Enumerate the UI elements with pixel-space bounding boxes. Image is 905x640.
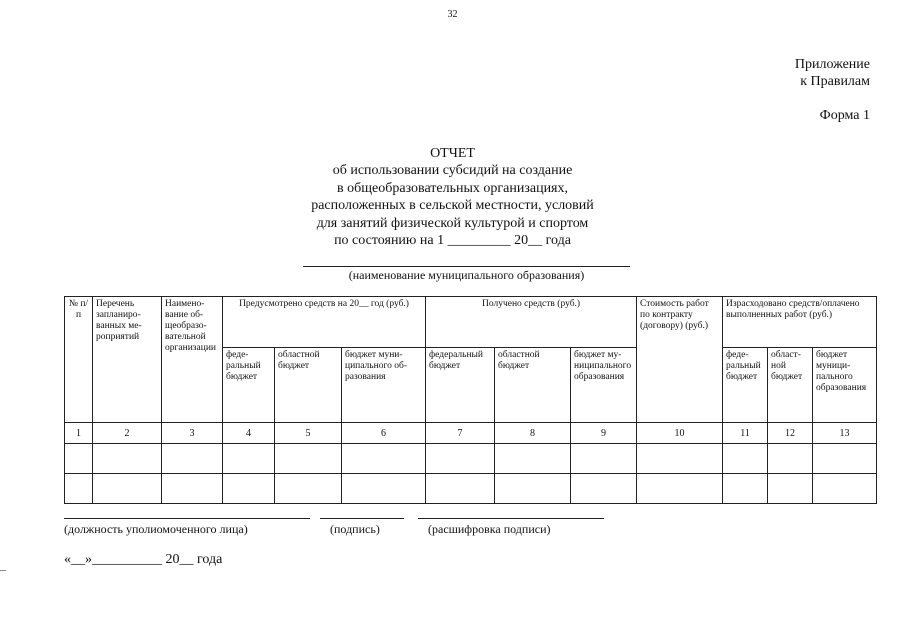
table-cell[interactable]	[813, 444, 877, 474]
header-organization: Наименование общеобразовательной организации	[162, 297, 223, 423]
subheader-spent-regional: областной бюджет	[768, 348, 813, 423]
table-cell[interactable]	[65, 444, 93, 474]
table-cell[interactable]	[637, 474, 723, 504]
table-cell[interactable]	[275, 444, 342, 474]
table-cell[interactable]	[162, 474, 223, 504]
table-cell[interactable]	[65, 474, 93, 504]
table-cell[interactable]	[342, 444, 426, 474]
title-line-2: об использовании субсидий на создание	[332, 163, 573, 179]
form-label: Форма 1	[819, 108, 870, 123]
table-cell[interactable]	[571, 474, 637, 504]
column-number: 4	[223, 423, 275, 444]
column-number: 11	[723, 423, 768, 444]
table-cell[interactable]	[768, 474, 813, 504]
table-cell[interactable]	[275, 474, 342, 504]
column-numbers-row	[65, 423, 877, 444]
table-cell[interactable]	[495, 474, 571, 504]
table-cell[interactable]	[223, 474, 275, 504]
table-cell[interactable]	[342, 474, 426, 504]
subheader-spent-municipal: бюджет муниципального образования	[813, 348, 877, 423]
column-number: 5	[275, 423, 342, 444]
subheader-planned-municipal: бюджет муниципального образования	[342, 348, 426, 423]
report-table	[64, 296, 877, 504]
title-line-3: в общеобразовательных организациях,	[337, 180, 568, 196]
header-received: Получено средств (руб.)	[426, 297, 637, 348]
table-row	[65, 474, 877, 504]
column-number: 10	[637, 423, 723, 444]
title-line-1: ОТЧЕТ	[430, 146, 475, 161]
table-cell[interactable]	[162, 444, 223, 474]
appendix-line-1: Приложение	[794, 57, 870, 72]
table-cell[interactable]	[571, 444, 637, 474]
signature-decode-line	[418, 518, 604, 519]
subheader-planned-regional: областной бюджет	[275, 348, 342, 423]
table-cell[interactable]	[723, 444, 768, 474]
table-cell[interactable]	[637, 444, 723, 474]
signature-decode-caption: (расшифровка подписи)	[428, 522, 551, 536]
municipality-line	[303, 266, 630, 267]
table-cell[interactable]	[813, 474, 877, 504]
table-cell[interactable]	[495, 444, 571, 474]
header-contract-cost: Стоимость работ по контракту (договору) (руб.)	[637, 297, 723, 423]
column-number: 3	[162, 423, 223, 444]
page-number: 32	[447, 9, 458, 20]
column-number: 1	[65, 423, 93, 444]
signature-sign-caption: (подпись)	[330, 522, 380, 536]
table-cell[interactable]	[93, 474, 162, 504]
date-line: «__»__________ 20__ года	[64, 552, 223, 567]
subheader-received-regional: областной бюджет	[495, 348, 571, 423]
header-activities: Перечень запланированных мероприятий	[93, 297, 162, 423]
signature-sign-line	[320, 518, 404, 519]
table-cell[interactable]	[426, 444, 495, 474]
column-number: 2	[93, 423, 162, 444]
appendix-label	[795, 56, 870, 90]
table-cell[interactable]	[723, 474, 768, 504]
appendix-line-2: к Правилам	[800, 74, 870, 89]
subheader-spent-federal: федеральный бюджет	[723, 348, 768, 423]
signature-position-line	[64, 518, 310, 519]
header-num: № п/п	[65, 297, 93, 423]
municipality-caption: (наименование муниципального образования)	[348, 268, 585, 282]
title-line-6: по состоянию на 1 _________ 20__ года	[334, 233, 571, 249]
table-cell[interactable]	[223, 444, 275, 474]
subheader-received-federal: федеральный бюджет	[426, 348, 495, 423]
header-planned: Предусмотрено средств на 20__ год (руб.)	[223, 297, 426, 348]
table-row	[65, 444, 877, 474]
column-number: 12	[768, 423, 813, 444]
column-number: 8	[495, 423, 571, 444]
title-line-4: расположенных в сельской местности, условий	[311, 198, 594, 214]
table-cell[interactable]	[426, 474, 495, 504]
table-cell[interactable]	[93, 444, 162, 474]
signature-position-caption: (должность уполиомоченного лица)	[64, 522, 248, 536]
column-number: 7	[426, 423, 495, 444]
report-title	[0, 145, 905, 249]
margin-mark	[0, 570, 6, 571]
column-number: 13	[813, 423, 877, 444]
column-number: 9	[571, 423, 637, 444]
title-line-5: для занятий физической культурой и спортом	[316, 215, 589, 231]
subheader-received-municipal: бюджет муниципального образования	[571, 348, 637, 423]
subheader-planned-federal: федеральный бюджет	[223, 348, 275, 423]
column-number: 6	[342, 423, 426, 444]
table-cell[interactable]	[768, 444, 813, 474]
header-spent: Израсходовано средств/оплачено выполненных работ (руб.)	[723, 297, 877, 348]
